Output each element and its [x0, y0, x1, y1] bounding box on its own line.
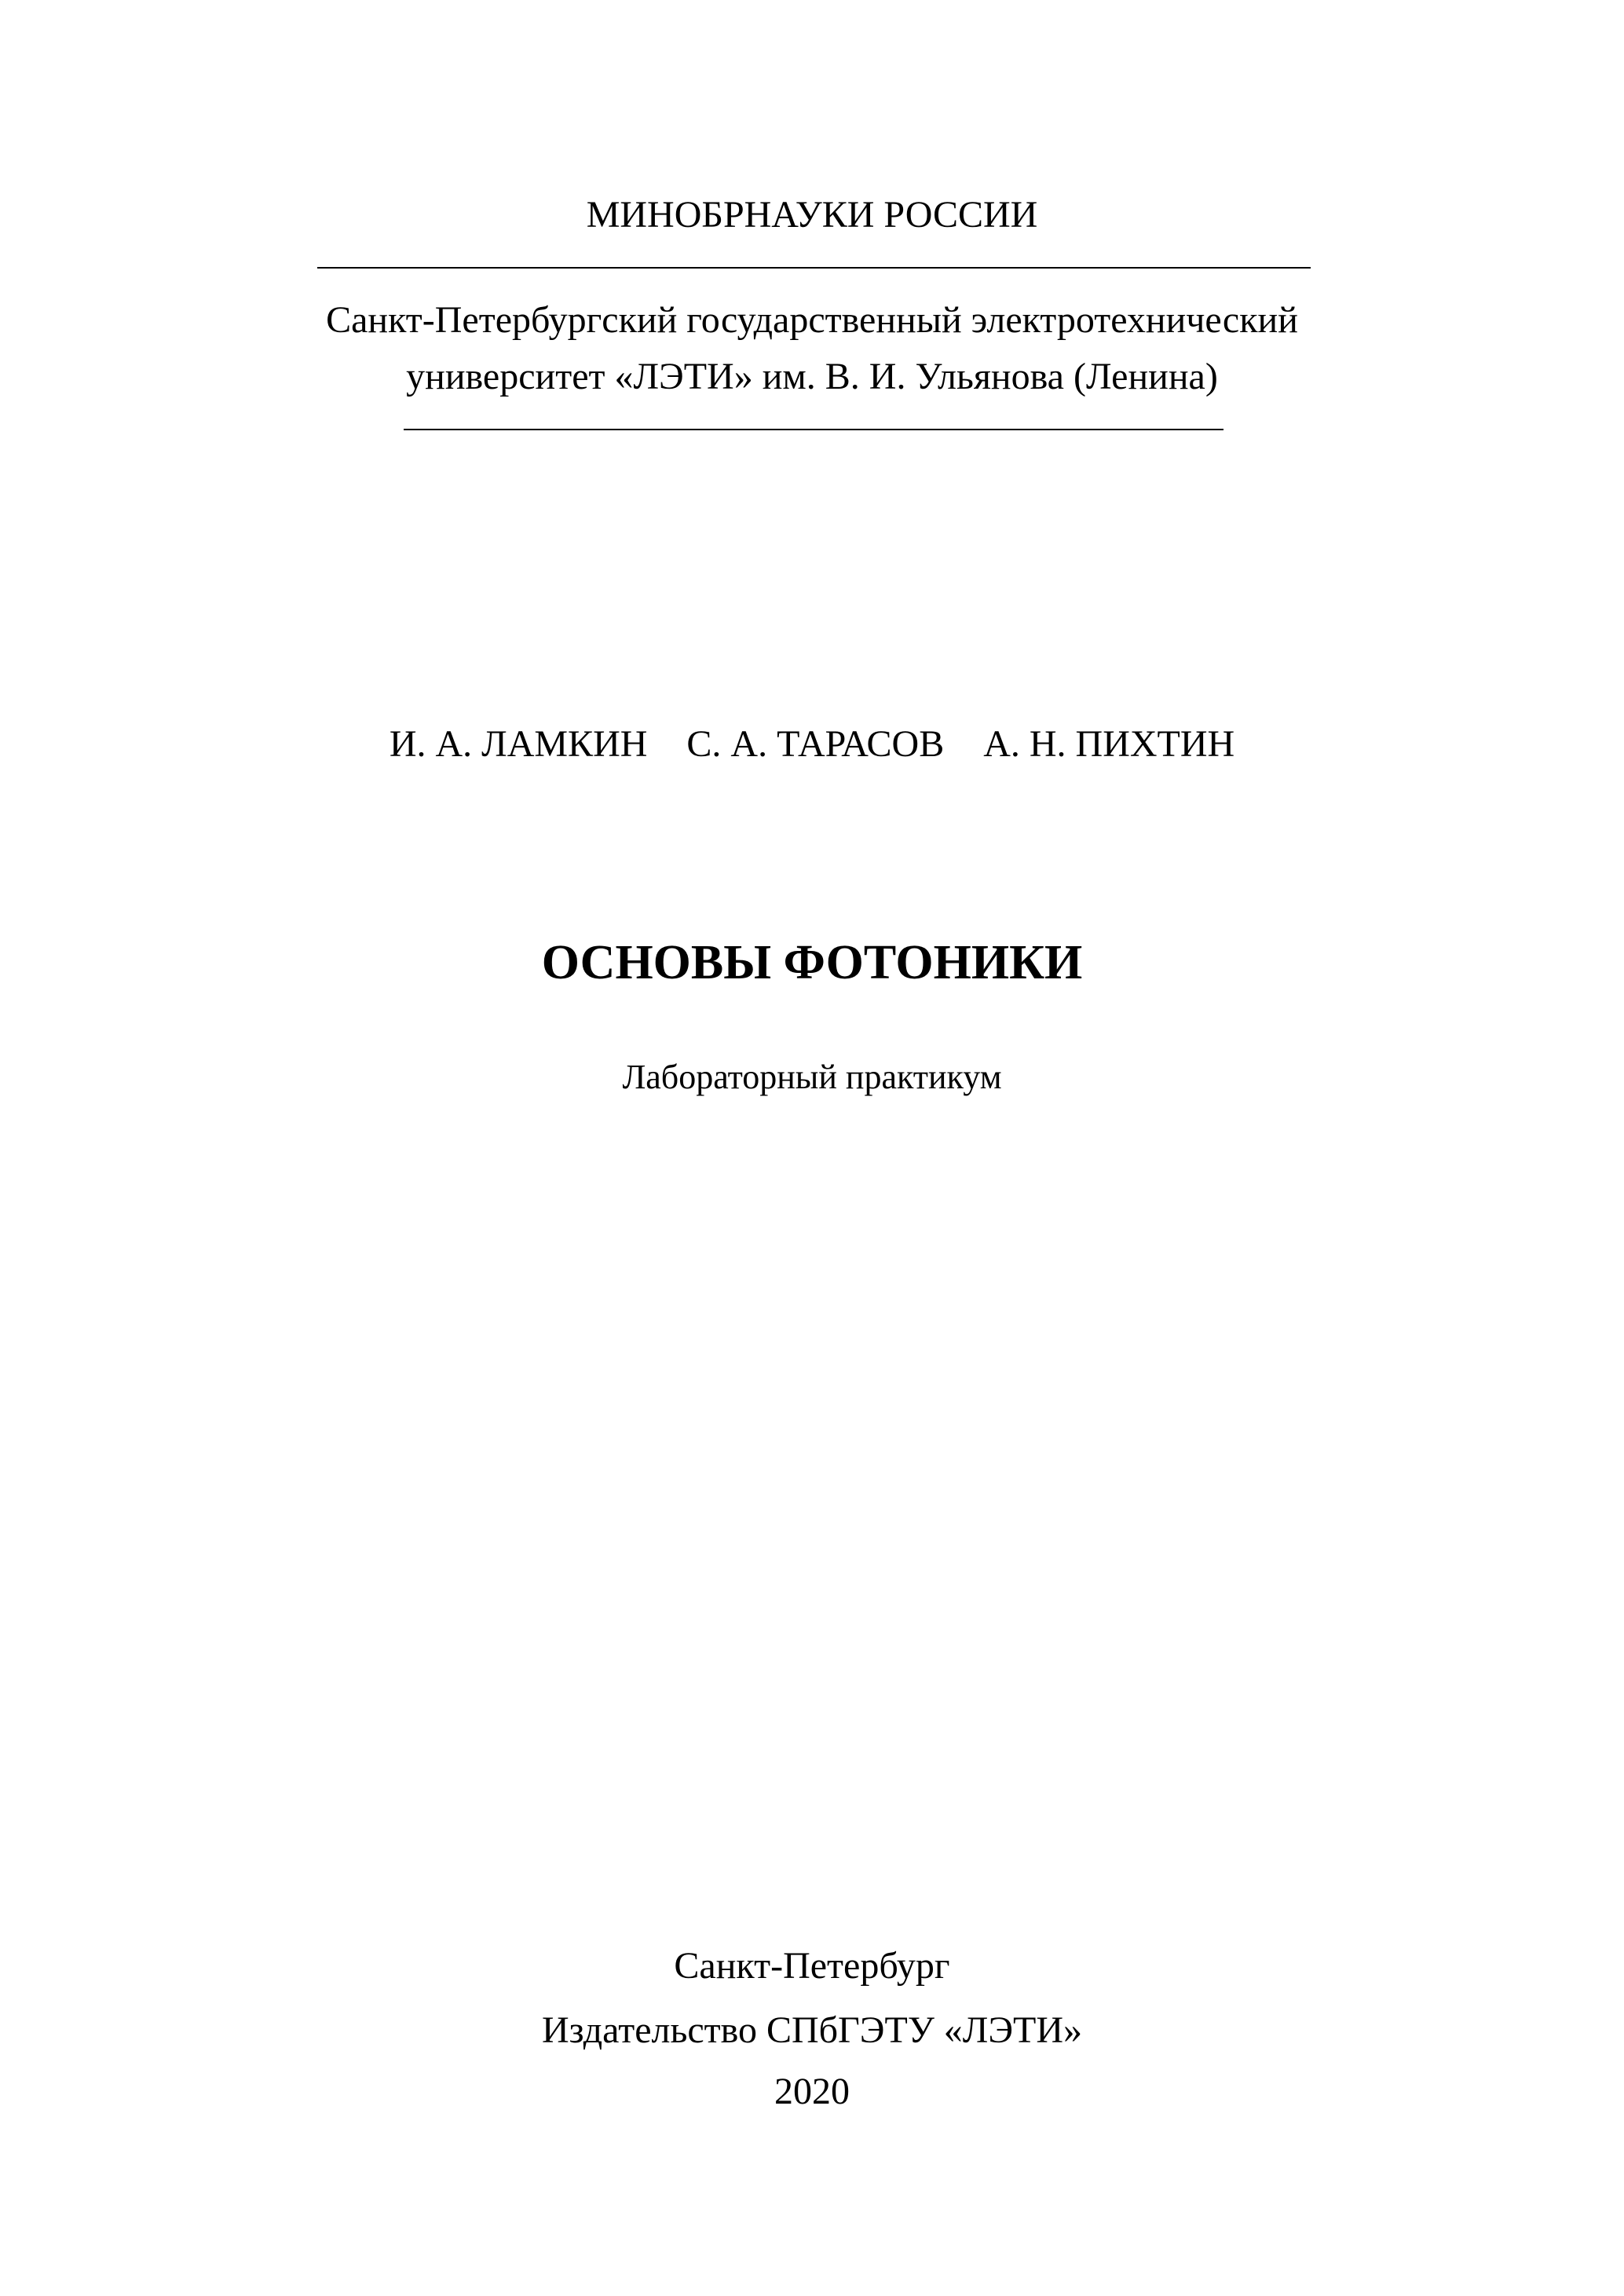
- authors-line: [0, 721, 1624, 768]
- book-subtitle: Лабораторный практикум: [622, 1058, 1002, 1096]
- top-divider: [317, 267, 1311, 269]
- bottom-divider: [404, 429, 1223, 430]
- imprint-city: Санкт-Петербург: [674, 1945, 950, 1987]
- book-title: ОСНОВЫ ФОТОНИКИ: [541, 936, 1083, 989]
- author-1: И. А. ЛАМКИН: [389, 723, 648, 765]
- imprint-year: 2020: [774, 2071, 850, 2112]
- author-3: А. Н. ПИХТИН: [983, 723, 1235, 765]
- university-name-line-1: Санкт-Петербургский государственный электротехнический: [326, 299, 1298, 341]
- author-2: С. А. ТАРАСОВ: [686, 723, 945, 765]
- university-name-line-2: университет «ЛЭТИ» им. В. И. Ульянова (Ленина): [406, 356, 1218, 397]
- ministry-name: МИНОБРНАУКИ РОССИИ: [586, 194, 1038, 236]
- imprint-publisher: Издательство СПбГЭТУ «ЛЭТИ»: [541, 2009, 1083, 2051]
